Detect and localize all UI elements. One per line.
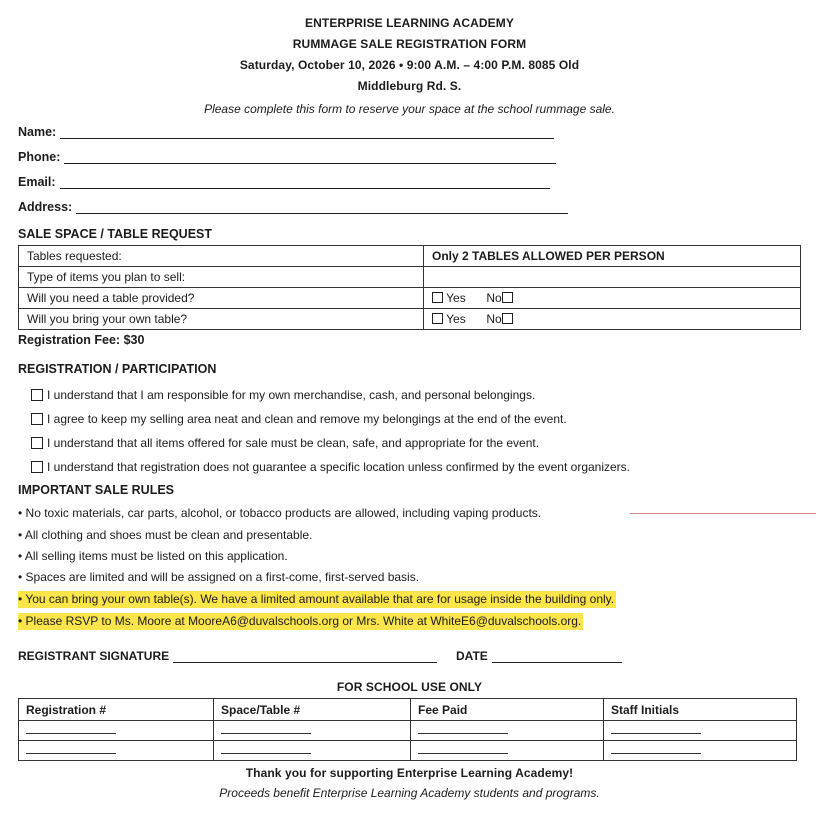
registration-fee: Registration Fee: $30 xyxy=(18,333,145,347)
form-instructions: Please complete this form to reserve your space at the school rummage sale. xyxy=(204,102,615,116)
acknowledgement-item xyxy=(31,412,567,426)
phone-label: Phone: xyxy=(18,150,61,164)
address-field[interactable] xyxy=(18,200,568,214)
acknowledgement-text: I understand that all items offered for sale must be clean, safe, and appropriate for the event. xyxy=(47,436,540,450)
table-request-table xyxy=(18,245,801,330)
office-use-heading: FOR SCHOOL USE ONLY xyxy=(336,680,483,694)
acknowledgement-checkbox[interactable] xyxy=(31,413,43,425)
acknowledgement-checkbox[interactable] xyxy=(31,461,43,473)
own-table-options xyxy=(424,309,801,330)
table-cell[interactable] xyxy=(604,721,797,741)
table-cell-question: Type of items you plan to sell: xyxy=(19,267,424,288)
event-date-line: Saturday, October 10, 2026 • 9:00 A.M. – 4:00 P.M. 8085 Old xyxy=(239,58,580,72)
acknowledgement-text: I understand that registration does not guarantee a specific location unless confirmed by the event organizers. xyxy=(47,460,631,474)
rule-text: All clothing and shoes must be clean and presentable. xyxy=(24,528,313,542)
date-field[interactable] xyxy=(456,649,622,663)
table-cell-answer: Only 2 TABLES ALLOWED PER PERSON xyxy=(424,246,801,267)
column-registration: Registration # xyxy=(19,699,214,721)
table-cell[interactable] xyxy=(19,741,214,761)
rule-text: Spaces are limited and will be assigned on a first-come, first-served basis. xyxy=(25,570,420,584)
column-fee-paid: Fee Paid xyxy=(411,699,604,721)
table-row xyxy=(19,246,801,267)
name-line[interactable] xyxy=(60,126,554,139)
office-use-table xyxy=(18,698,797,761)
name-field[interactable] xyxy=(18,125,554,139)
form-title: RUMMAGE SALE REGISTRATION FORM xyxy=(292,37,527,51)
table-row xyxy=(19,267,801,288)
yes-label: Yes xyxy=(446,312,466,326)
signature-label: REGISTRANT SIGNATURE xyxy=(18,649,170,663)
rules-heading: IMPORTANT SALE RULES xyxy=(18,483,175,497)
rule-item: • All clothing and shoes must be clean and presentable. xyxy=(18,528,313,542)
stray-mark xyxy=(630,513,816,514)
rsvp-text: Please RSVP to Ms. Moore at MooreA6@duvalschools.org or Mrs. White at WhiteE6@duvalschools.org. xyxy=(25,614,582,628)
footer-proceeds: Proceeds benefit Enterprise Learning Academy students and programs. xyxy=(219,786,600,800)
rule-item: • All selling items must be listed on this application. xyxy=(18,549,288,563)
phone-line[interactable] xyxy=(64,151,556,164)
yes-checkbox[interactable] xyxy=(432,313,443,324)
email-field[interactable] xyxy=(18,175,550,189)
rule-item: • Spaces are limited and will be assigned on a first-come, first-served basis. xyxy=(18,570,420,584)
signature-line[interactable] xyxy=(173,650,437,663)
table-cell[interactable] xyxy=(411,741,604,761)
school-name: ENTERPRISE LEARNING ACADEMY xyxy=(305,16,514,30)
table-provided-options xyxy=(424,288,801,309)
signature-field[interactable] xyxy=(18,649,437,663)
acknowledgement-item xyxy=(31,388,535,402)
footer-thanks: Thank you for supporting Enterprise Learning Academy! xyxy=(245,766,574,780)
table-cell[interactable] xyxy=(604,741,797,761)
acknowledgement-text: I agree to keep my selling area neat and clean and remove my belongings at the end of the event. xyxy=(47,412,567,426)
no-checkbox[interactable] xyxy=(502,313,513,324)
rule-text: You can bring your own table(s). We have a limited amount available that are for usage inside the building only. xyxy=(25,592,615,606)
column-staff-initials: Staff Initials xyxy=(604,699,797,721)
email-label: Email: xyxy=(18,175,56,189)
date-line[interactable] xyxy=(492,650,622,663)
table-cell-question: Will you bring your own table? xyxy=(19,309,424,330)
table-cell[interactable] xyxy=(19,721,214,741)
date-label: DATE xyxy=(456,649,488,663)
table-cell[interactable] xyxy=(214,741,411,761)
address-line[interactable] xyxy=(76,201,568,214)
table-cell-question: Tables requested: xyxy=(19,246,424,267)
phone-field[interactable] xyxy=(18,150,556,164)
address-label: Address: xyxy=(18,200,73,214)
sale-space-heading: SALE SPACE / TABLE REQUEST xyxy=(18,227,213,241)
items-to-sell-input[interactable] xyxy=(424,267,801,288)
table-cell[interactable] xyxy=(214,721,411,741)
table-row xyxy=(19,309,801,330)
yes-checkbox[interactable] xyxy=(432,292,443,303)
table-cell[interactable] xyxy=(411,721,604,741)
registration-heading: REGISTRATION / PARTICIPATION xyxy=(18,362,217,376)
acknowledgement-text: I understand that I am responsible for my own merchandise, cash, and personal belongings. xyxy=(47,388,536,402)
acknowledgement-item xyxy=(31,460,630,474)
highlighted-rule: • Please RSVP to Ms. Moore at MooreA6@duvalschools.org or Mrs. White at WhiteE6@duvalschools.org. xyxy=(18,614,582,628)
table-cell-question: Will you need a table provided? xyxy=(19,288,424,309)
no-label: No xyxy=(486,291,502,305)
highlighted-rule: • You can bring your own table(s). We have a limited amount available that are for usage inside the building only. xyxy=(18,592,615,606)
table-row xyxy=(19,721,797,741)
rule-text: No toxic materials, car parts, alcohol, or tobacco products are allowed, including vaping products. xyxy=(25,506,542,520)
email-line[interactable] xyxy=(60,176,550,189)
event-location: Middleburg Rd. S. xyxy=(357,79,462,93)
rule-text: All selling items must be listed on this application. xyxy=(24,549,288,563)
rule-item: • No toxic materials, car parts, alcohol, or tobacco products are allowed, including vaping products. xyxy=(18,506,542,520)
acknowledgement-checkbox[interactable] xyxy=(31,437,43,449)
yes-label: Yes xyxy=(446,291,466,305)
column-space-table: Space/Table # xyxy=(214,699,411,721)
table-row xyxy=(19,288,801,309)
table-header-row xyxy=(19,699,797,721)
acknowledgement-item xyxy=(31,436,539,450)
name-label: Name: xyxy=(18,125,57,139)
no-label: No xyxy=(486,312,502,326)
no-checkbox[interactable] xyxy=(502,292,513,303)
acknowledgement-checkbox[interactable] xyxy=(31,389,43,401)
table-row xyxy=(19,741,797,761)
